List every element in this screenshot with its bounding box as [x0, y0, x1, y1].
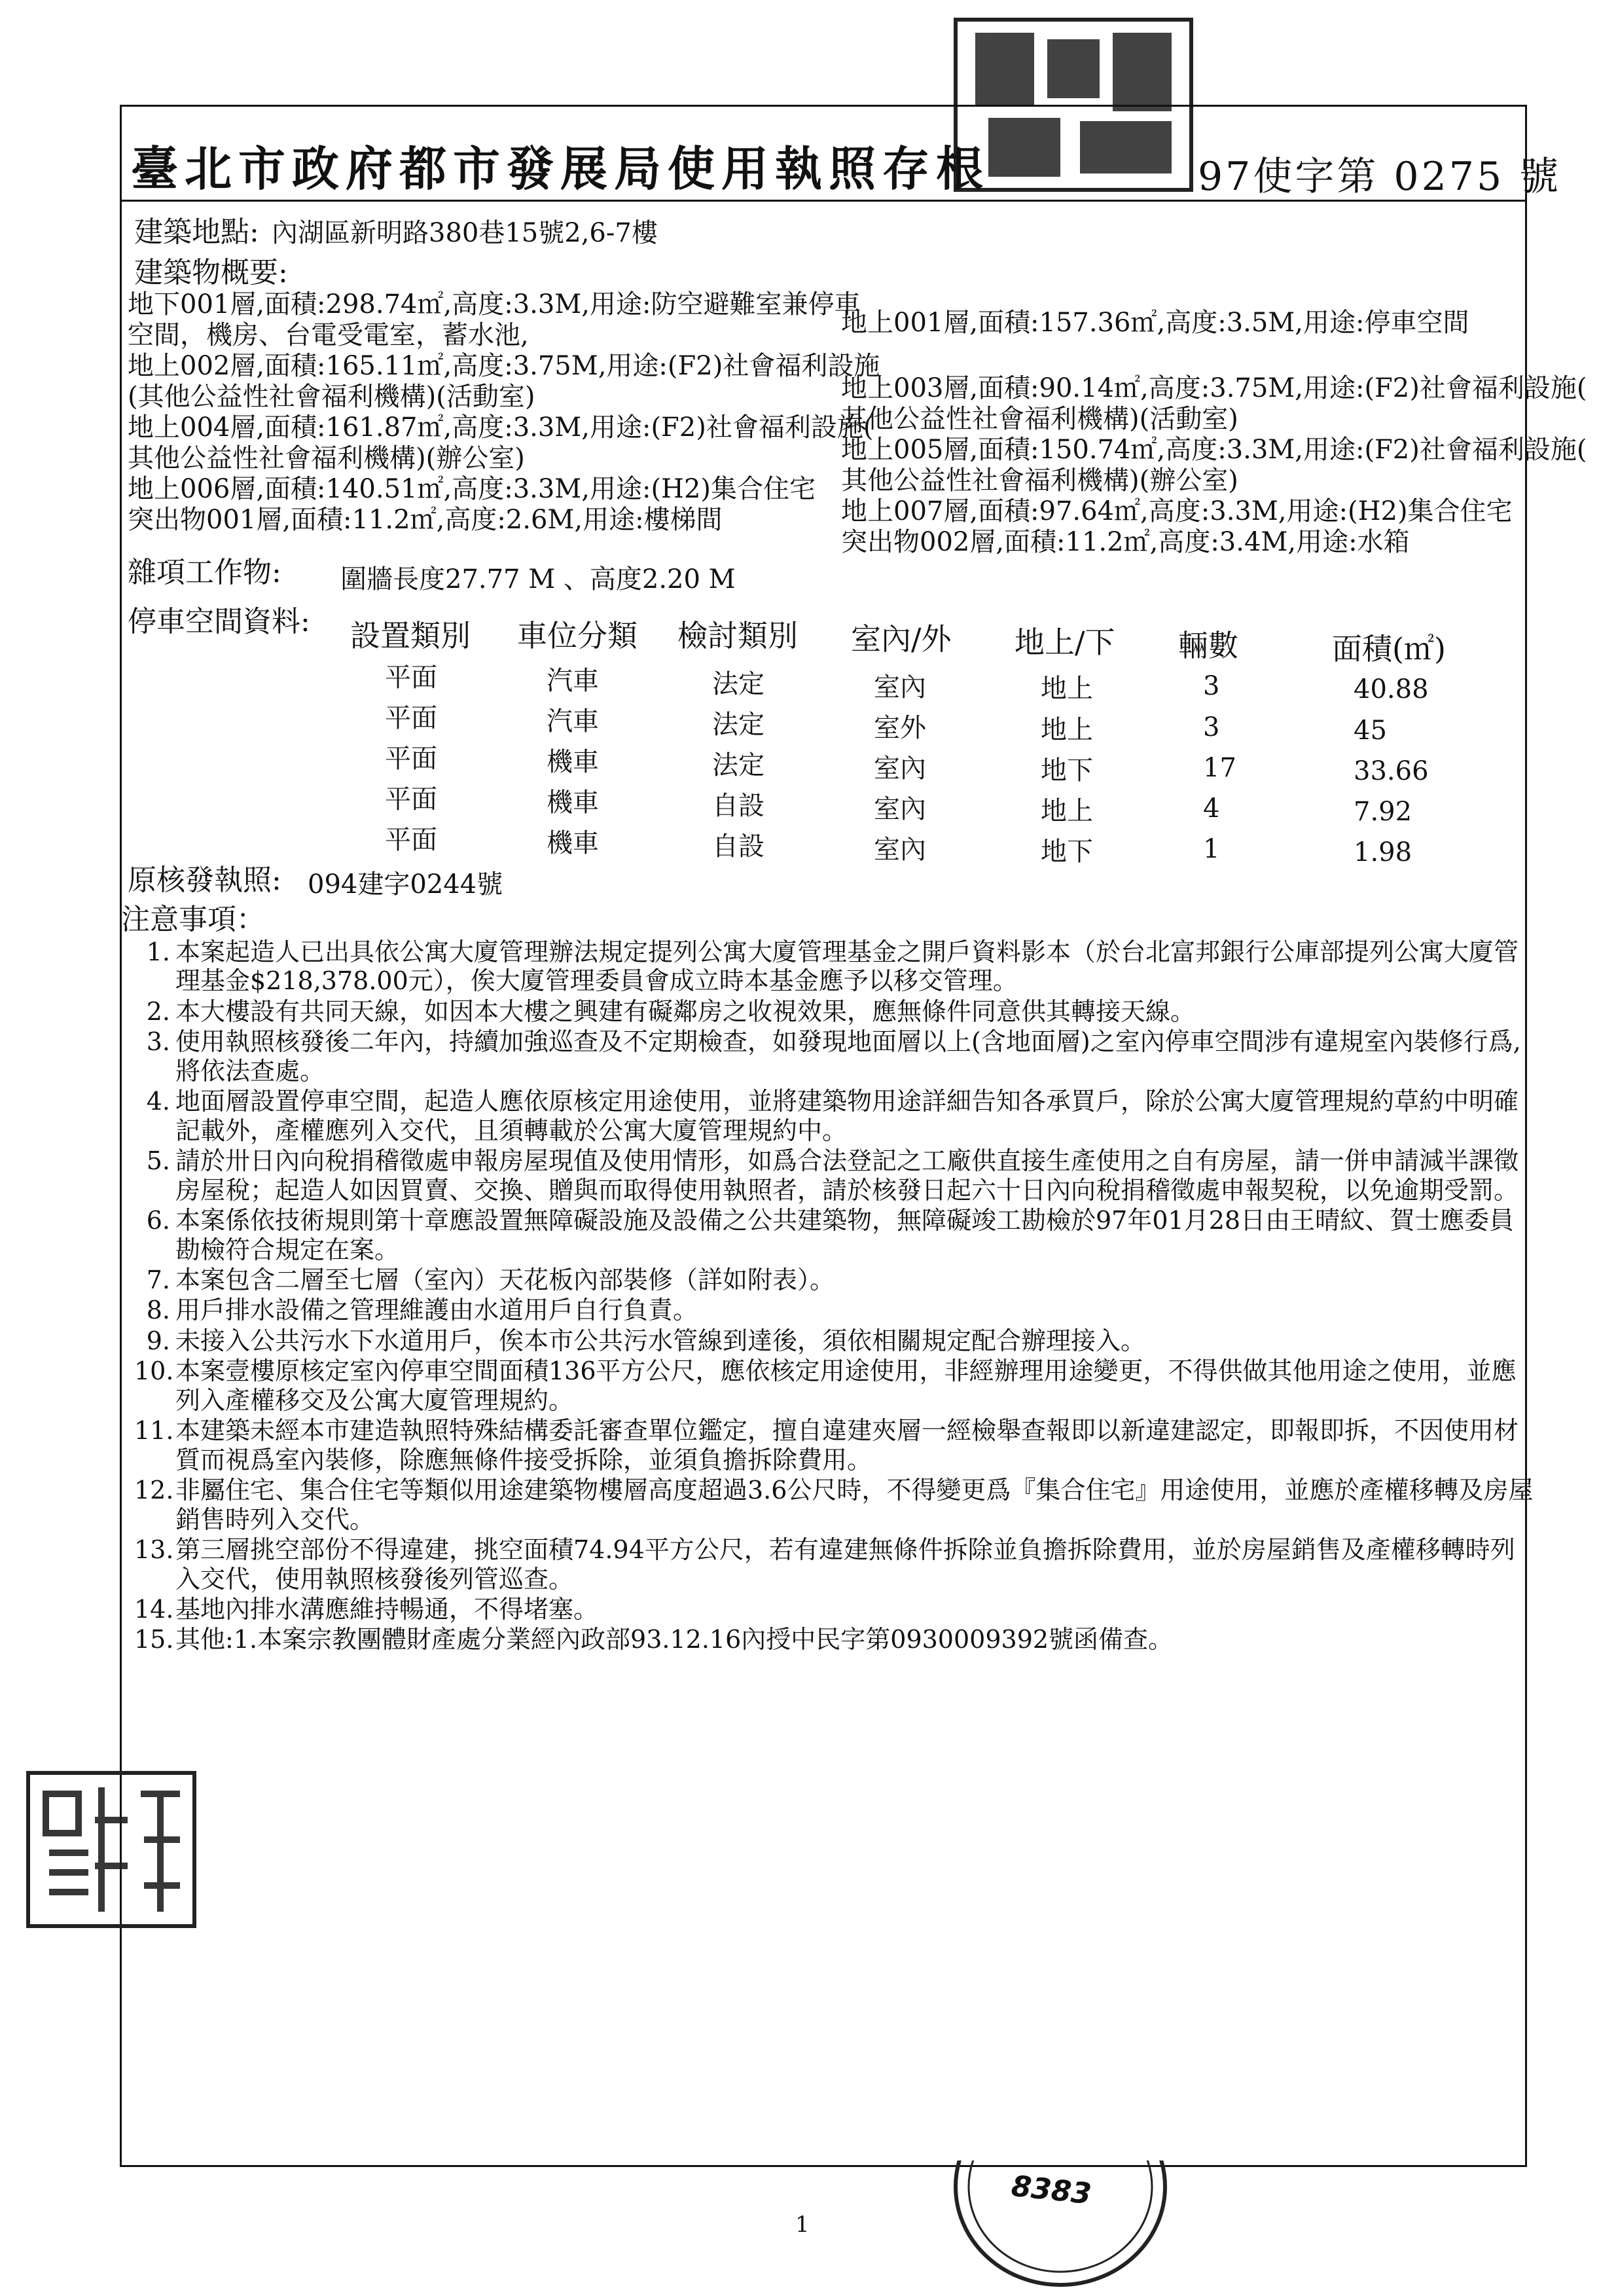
table-cell: 33.66 — [1354, 756, 1429, 786]
table-cell: 自設 — [712, 831, 764, 862]
overview-line: 其他公益性社會福利機構)(活動室) — [841, 404, 1238, 434]
note-text: 第三層挑空部份不得違建，挑空面積74.94平方公尺，若有違建無條件拆除並負擔拆除費用，並於房屋銷售及產權移轉時列入交代，使用執照核發後列管巡查。 — [175, 1535, 1515, 1594]
note-text: 本案包含二層至七層（室內）天花板內部裝修（詳如附表）。 — [175, 1265, 835, 1294]
table-cell: 室內 — [874, 754, 926, 784]
note-item — [134, 1416, 1535, 1474]
table-cell: 地上 — [1041, 796, 1093, 826]
notes-list — [134, 938, 1535, 1656]
note-item — [134, 1146, 1535, 1205]
note-text: 本大樓設有共同天線，如因本大樓之興建有礙鄰房之收視效果，應無條件同意供其轉接天線。 — [175, 996, 1196, 1026]
table-cell: 自設 — [712, 791, 764, 821]
table-cell: 1 — [1203, 834, 1220, 864]
note-text: 本案係依技術規則第十章應設置無障礙設施及設備之公共建築物，無障礙竣工勘檢於97年01月28日由王晴紋、賀士應委員勘檢符合規定在案。 — [175, 1206, 1515, 1264]
note-item — [134, 1027, 1535, 1085]
note-item — [134, 1357, 1535, 1415]
note-number: 13. — [134, 1535, 174, 1565]
note-number: 5. — [146, 1146, 170, 1176]
overview-line: 地上002層,面積:165.11㎡,高度:3.75M,用途:(F2)社會福利設施 — [128, 351, 880, 381]
table-cell: 汽車 — [547, 706, 599, 737]
table-cell: 7.92 — [1354, 797, 1412, 827]
note-item — [134, 1296, 1535, 1324]
note-number: 9. — [146, 1326, 170, 1355]
table-cell: 室內 — [874, 672, 926, 702]
note-text: 請於卅日內向稅捐稽徵處申報房屋現值及使用情形，如爲合法登記之工廠供直接生產使用之自有房屋，請一併申請減半課徵房屋稅；起造人如因買賣、交換、贈與而取得使用執照者，請於核發日起六十日內向稅捐稽徵處申報契稅，以免逾期受罰。 — [175, 1146, 1519, 1205]
note-number: 14. — [134, 1594, 174, 1624]
parking-header-review: 檢討類別 — [677, 618, 798, 653]
note-item — [134, 1266, 1535, 1294]
note-text: 本案起造人已出具依公寓大廈管理辦法規定提列公寓大廈管理基金之開戶資料影本（於台北富邦銀行公庫部提列公寓大廈管理基金$218,378.00元），俟大廈管理委員會成立時本基金應予以移交管理。 — [175, 938, 1519, 996]
table-cell: 3 — [1203, 712, 1220, 742]
note-number: 6. — [146, 1206, 170, 1235]
note-item — [134, 938, 1535, 996]
note-text: 本建築未經本市建造執照特殊結構委託審查單位鑑定，擅自違建夾層一經檢舉查報即以新違建認定，即報即拆，不因使用材質而視爲室內裝修，除應無條件接受拆除，並須負擔拆除費用。 — [175, 1416, 1519, 1474]
parking-label: 停車空間資料: — [128, 605, 310, 638]
overview-left-column — [128, 289, 880, 536]
overview-line: 其他公益性社會福利機構)(辦公室) — [128, 443, 525, 473]
parking-header-count: 輛數 — [1178, 628, 1238, 663]
original-permit-value: 094建字0244號 — [308, 869, 503, 900]
note-item — [134, 1595, 1535, 1624]
note-number: 2. — [146, 996, 170, 1026]
note-text: 用戶排水設備之管理維護由水道用戶自行負責。 — [175, 1296, 698, 1325]
note-number: 15. — [134, 1625, 174, 1654]
note-text: 本案壹樓原核定室內停車空間面積136平方公尺，應依核定用途使用，非經辦理用途變更，不得供做其他用途之使用，並應列入產權移交及公寓大廈管理規約。 — [175, 1357, 1517, 1415]
table-cell: 45 — [1354, 716, 1387, 746]
table-cell: 汽車 — [547, 666, 599, 696]
table-cell: 17 — [1203, 753, 1236, 783]
misc-works-label: 雜項工作物: — [128, 556, 281, 589]
overview-line: 突出物002層,面積:11.2㎡,高度:3.4M,用途:水箱 — [841, 527, 1410, 557]
note-item — [134, 1625, 1535, 1654]
overview-right-column — [841, 308, 1587, 558]
note-text: 基地內排水溝應維持暢通，不得堵塞。 — [175, 1594, 599, 1624]
table-cell: 平面 — [385, 825, 437, 855]
table-cell: 機車 — [547, 828, 599, 858]
overview-line: 地上007層,面積:97.64㎡,高度:3.3M,用途:(H2)集合住宅 — [841, 496, 1513, 526]
note-number: 3. — [146, 1027, 170, 1057]
seal-stamp-left — [23, 1768, 200, 1931]
table-cell: 平面 — [385, 784, 437, 814]
note-item — [134, 997, 1535, 1026]
page-number: 1 — [795, 2212, 810, 2238]
table-cell: 1.98 — [1354, 837, 1412, 867]
note-item — [134, 1326, 1535, 1355]
parking-header-vehicle: 車位分類 — [517, 618, 638, 653]
note-text: 使用執照核發後二年內，持續加強巡查及不定期檢查，如發現地面層以上(含地面層)之室內停車空間涉有違規室內裝修行爲,將依法查處。 — [175, 1027, 1521, 1085]
note-number: 1. — [146, 938, 170, 966]
note-number: 8. — [146, 1296, 170, 1325]
note-number: 11. — [134, 1416, 174, 1446]
note-number: 7. — [146, 1265, 170, 1294]
overview-line: 其他公益性社會福利機構)(辦公室) — [841, 465, 1238, 496]
table-cell: 地下 — [1041, 756, 1093, 786]
note-text: 地面層設置停車空間，起造人應依原核定用途使用，並將建築物用途詳細告知各承買戶，除於公寓大廈管理規約草約中明確記載外，產權應列入交代，且須轉載於公寓大廈管理規約中。 — [175, 1087, 1519, 1145]
table-cell: 機車 — [547, 747, 599, 777]
parking-header-area: 面積(㎡) — [1332, 631, 1446, 666]
table-cell: 法定 — [712, 710, 764, 740]
table-cell: 法定 — [712, 750, 764, 780]
table-cell: 室外 — [874, 713, 926, 743]
overview-line: 地下001層,面積:298.74㎡,高度:3.3M,用途:防空避難室兼停車 — [128, 289, 861, 319]
table-cell: 3 — [1203, 671, 1220, 701]
site-value: 內湖區新明路380巷15號2,6-7樓 — [272, 218, 658, 248]
table-cell: 地上 — [1041, 674, 1093, 704]
overview-line: 空間，機房、台電受電室，蓄水池, — [128, 320, 529, 350]
parking-header-type: 設置類別 — [350, 618, 471, 653]
page-title: 臺北市政府都市發展局使用執照存根 — [131, 141, 990, 196]
overview-line: 地上001層,面積:157.36㎡,高度:3.5M,用途:停車空間 — [841, 308, 1469, 338]
table-cell: 室內 — [874, 794, 926, 824]
overview-line: 地上005層,面積:150.74㎡,高度:3.3M,用途:(F2)社會福利設施( — [841, 435, 1587, 465]
overview-line: 突出物001層,面積:11.2㎡,高度:2.6M,用途:樓梯間 — [128, 505, 723, 535]
table-cell: 平面 — [385, 663, 437, 693]
original-permit-label: 原核發執照: — [128, 864, 281, 897]
overview-line: 地上003層,面積:90.14㎡,高度:3.75M,用途:(F2)社會福利設施( — [841, 373, 1587, 403]
note-item — [134, 1476, 1535, 1534]
title-underline — [120, 200, 1527, 202]
note-text: 其他:1.本案宗教團體財產處分業經內政部93.12.16內授中民字第0930009392號函備查。 — [175, 1625, 1174, 1654]
table-cell: 地上 — [1041, 715, 1093, 745]
permit-number: 97使字第 0275 號 — [1198, 154, 1562, 200]
note-item — [134, 1087, 1535, 1145]
note-text: 未接入公共污水下水道用戶，俟本市公共污水管線到達後，須依相關規定配合辦理接入。 — [175, 1326, 1146, 1355]
overview-line: (其他公益性社會福利機構)(活動室) — [128, 382, 535, 412]
table-cell: 平面 — [385, 744, 437, 774]
stamp-number: 8383 — [1009, 2169, 1093, 2212]
table-cell: 室內 — [874, 835, 926, 865]
note-text: 非屬住宅、集合住宅等類似用途建築物樓層高度超過3.6公尺時，不得變更爲『集合住宅』用途使用，並應於產權移轉及房屋銷售時列入交代。 — [175, 1476, 1534, 1534]
overview-line: 地上004層,面積:161.87㎡,高度:3.3M,用途:(F2)社會福利設施( — [128, 412, 874, 443]
table-cell: 平面 — [385, 703, 437, 733]
note-number: 10. — [134, 1357, 174, 1386]
note-number: 12. — [134, 1476, 174, 1505]
table-cell: 4 — [1203, 793, 1220, 824]
site-label: 建築地點: — [134, 215, 259, 249]
parking-header-indoor: 室內/外 — [851, 621, 952, 657]
notes-label: 注意事項： — [121, 903, 265, 936]
overview-line: 地上006層,面積:140.51㎡,高度:3.3M,用途:(H2)集合住宅 — [128, 474, 816, 504]
table-cell: 機車 — [547, 788, 599, 818]
overview-label: 建築物概要: — [134, 256, 288, 289]
table-cell: 40.88 — [1354, 674, 1429, 704]
note-number: 4. — [146, 1087, 170, 1116]
table-cell: 法定 — [712, 669, 764, 699]
misc-works-value: 圍牆長度27.77 M 、高度2.20 M — [340, 564, 736, 594]
note-item — [134, 1535, 1535, 1594]
table-cell: 地下 — [1041, 837, 1093, 867]
note-item — [134, 1206, 1535, 1264]
parking-header-level: 地上/下 — [1015, 625, 1115, 660]
